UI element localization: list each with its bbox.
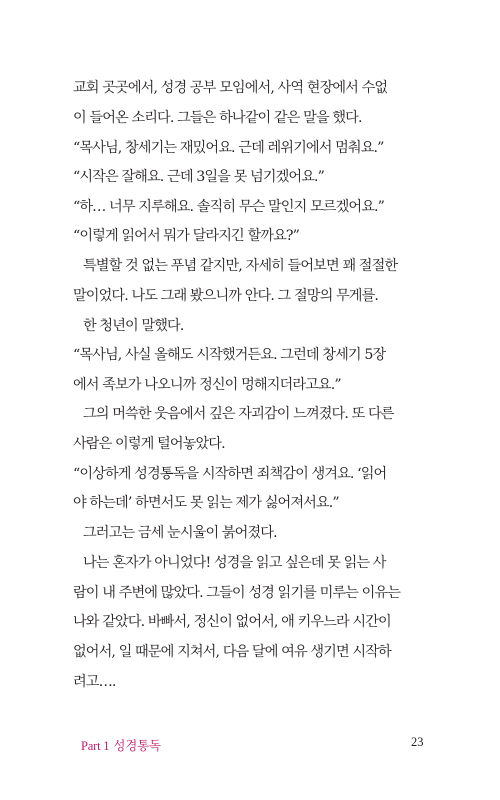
- text-line: 려고….: [73, 674, 116, 690]
- text-line: “목사님, 창세기는 재밌어요. 근데 레위기에서 멈춰요.”: [73, 140, 384, 156]
- text-line: 람이 내 주변에 많았다. 그들이 성경 읽기를 미루는 이유는: [73, 585, 401, 601]
- text-line: 한 청년이 말했다.: [83, 318, 184, 334]
- text-line: 교회 곳곳에서, 성경 공부 모임에서, 사역 현장에서 수없: [73, 80, 388, 96]
- page-number: 23: [411, 735, 424, 749]
- text-line: 없어서, 일 때문에 지쳐서, 다음 달에 여유 생기면 시작하: [73, 644, 391, 660]
- text-line: “이렇게 읽어서 뭐가 달라지긴 할까요?”: [73, 228, 299, 244]
- text-line: 야 하는데’ 하면서도 못 읽는 제가 싫어져서요.”: [73, 495, 339, 511]
- text-line: 나는 혼자가 아니었다! 성경을 읽고 싶은데 못 읽는 사: [83, 555, 386, 571]
- text-line: 그러고는 금세 눈시울이 붉어졌다.: [83, 525, 277, 541]
- text-line: 에서 족보가 나오니까 정신이 멍해지더라고요.”: [73, 377, 341, 393]
- running-footer: [81, 736, 161, 754]
- text-line: “목사님, 사실 올해도 시작했거든요. 그런데 창세기 5장: [73, 347, 386, 363]
- text-line: 나와 같았다. 바빠서, 정신이 없어서, 애 키우느라 시간이: [73, 614, 391, 630]
- text-line: “시작은 잘해요. 근데 3일을 못 넘기겠어요.”: [73, 169, 324, 185]
- text-line: 사람은 이렇게 털어놓았다.: [73, 436, 225, 452]
- text-line: 이 들어온 소리다. 그들은 하나같이 같은 말을 했다.: [73, 110, 362, 126]
- text-line: 특별할 것 없는 푸념 같지만, 자세히 들어보면 꽤 절절한: [83, 258, 398, 274]
- text-line: “이상하게 성경통독을 시작하면 죄책감이 생겨요. ‘읽어: [73, 466, 387, 482]
- part-title: 성경통독: [113, 738, 161, 753]
- part-label: Part 1: [81, 739, 110, 753]
- text-line: 말이었다. 나도 그래 봤으니까 안다. 그 절망의 무게를.: [73, 288, 379, 304]
- text-line: 그의 머쓱한 웃음에서 깊은 자괴감이 느껴졌다. 또 다른: [83, 406, 394, 422]
- text-line: “하… 너무 지루해요. 솔직히 무슨 말인지 모르겠어요.”: [73, 199, 384, 215]
